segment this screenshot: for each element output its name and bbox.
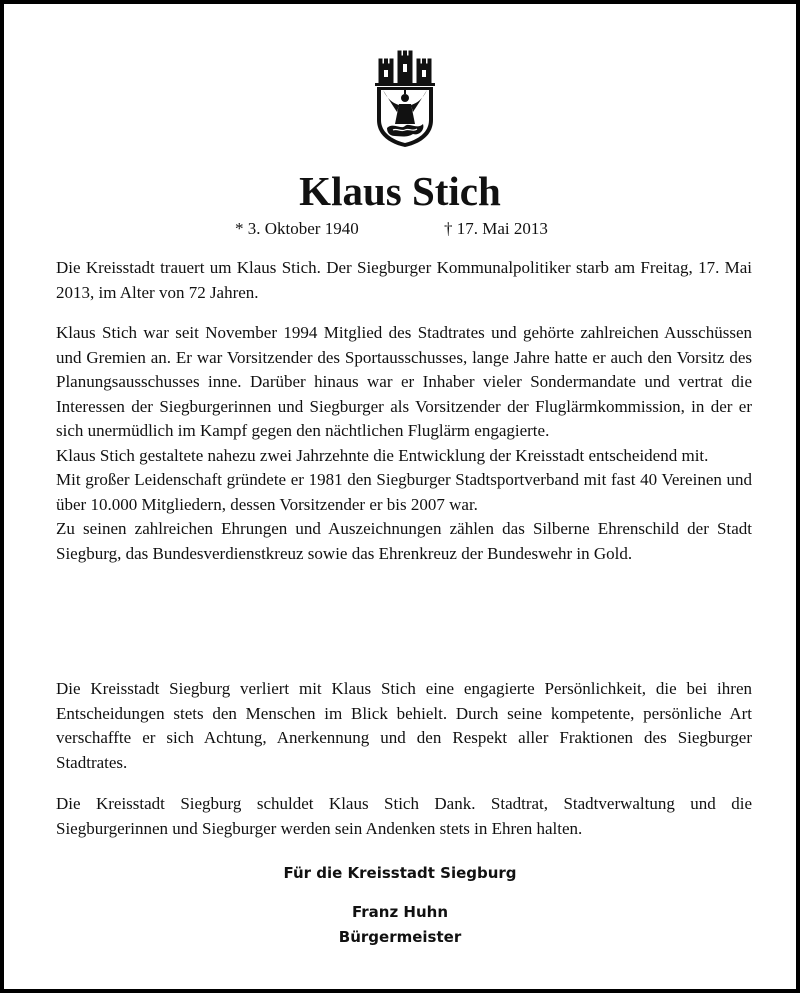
- paragraph-city-development: Klaus Stich gestaltete nahezu zwei Jahrzehnte die Entwicklung der Kreisstadt entscheidend mit.: [56, 445, 709, 465]
- paragraph-gratitude: Die Kreisstadt Siegburg schuldet Klaus Stich Dank. Stadtrat, Stadtverwaltung und die Siegburgerinnen und Siegburger werden sein Andenken stets in Ehren halten.: [56, 794, 752, 838]
- birth-date: * 3. Oktober 1940: [235, 219, 359, 238]
- paragraph-personality: Die Kreisstadt Siegburg verliert mit Klaus Stich eine engagierte Persönlichkeit, die bei ihren Entscheidungen stets den Menschen im Blick behielt. Durch seine kompetente, persönliche Art verschaffte er sich Achtung, Anerkennung und den Respekt aller Fraktionen des Siegburger Stadtrates.: [56, 679, 752, 772]
- notice-text-intro: [56, 256, 752, 305]
- paragraph-council-membership: Klaus Stich war seit November 1994 Mitglied des Stadtrates und gehörte zahlreichen Ausschüssen und Gremien an. Er war Vorsitzender des Sportausschusses, lange Jahre hatte er auch den Vorsitz des Planungsausschusses inne. Darüber hinaus war er Inhaber vieler Sondermandate und vertrat die Interessen der Siegburgerinnen und Siegburger als Vorsitzender der Fluglärmkommission, in der er sich unermüdlich im Kampf gegen den nächtlichen Fluglärm engagierte.: [56, 323, 752, 440]
- notice-text-tribute: [56, 677, 752, 775]
- deceased-name: Klaus Stich: [299, 168, 501, 214]
- death-date: † 17. Mai 2013: [444, 219, 548, 238]
- notice-text-career: [56, 321, 752, 566]
- signature-organization: Für die Kreisstadt Siegburg: [283, 864, 517, 882]
- signature-role: Bürgermeister: [338, 928, 462, 946]
- siegburg-coat-of-arms-icon: [373, 50, 437, 148]
- signature-person: Franz Huhn: [351, 903, 449, 921]
- notice-text-thanks: [56, 792, 752, 841]
- paragraph-sports-association: Mit großer Leidenschaft gründete er 1981 den Siegburger Stadtsportverband mit fast 40 Vereinen und über 10.000 Mitgliedern, dessen Vorsitzender er bis 2007 war.: [56, 470, 752, 514]
- paragraph-announcement: Die Kreisstadt trauert um Klaus Stich. Der Siegburger Kommunalpolitiker starb am Freitag, 17. Mai 2013, im Alter von 72 Jahren.: [56, 258, 752, 302]
- paragraph-honors: Zu seinen zahlreichen Ehrungen und Auszeichnungen zählen das Silberne Ehrenschild der Stadt Siegburg, das Bundesverdienstkreuz sowie das Ehrenkreuz der Bundeswehr in Gold.: [56, 519, 752, 563]
